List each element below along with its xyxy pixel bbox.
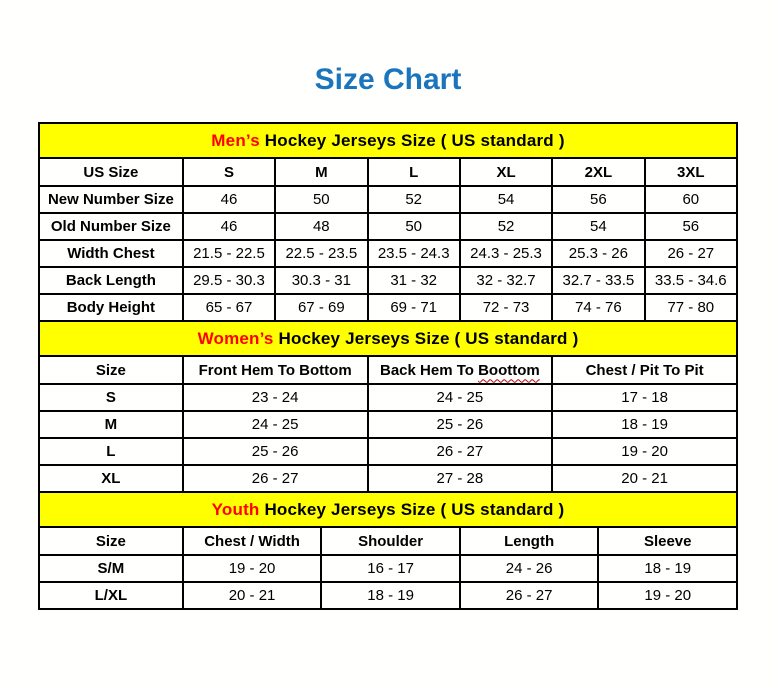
column-header-chest-pit: Chest / Pit To Pit [552, 356, 737, 384]
row-label: L [39, 438, 183, 465]
value-cell: 17 - 18 [552, 384, 737, 411]
value-cell: 18 - 19 [321, 582, 460, 609]
column-header-l: L [368, 158, 460, 186]
size-tables-container [38, 122, 738, 610]
value-cell: 26 - 27 [645, 240, 737, 267]
value-cell: 18 - 19 [552, 411, 737, 438]
value-cell: 26 - 27 [183, 465, 368, 492]
value-cell: 54 [552, 213, 644, 240]
table-row-youth-sm [39, 555, 737, 582]
value-cell: 67 - 69 [275, 294, 367, 321]
mens-header-row [39, 158, 737, 186]
column-header-m: M [275, 158, 367, 186]
youth-banner-row [39, 492, 737, 527]
column-header-back-hem-text: Back Hem To [380, 361, 479, 379]
table-row-body-height [39, 294, 737, 321]
mens-banner-highlight: Men’s [211, 130, 260, 150]
column-header-front-hem: Front Hem To Bottom [183, 356, 368, 384]
column-header-length: Length [460, 527, 599, 555]
table-row-new-number-size [39, 186, 737, 213]
table-row-women-m [39, 411, 737, 438]
youth-size-table [38, 491, 738, 610]
row-label: S [39, 384, 183, 411]
value-cell: 24 - 26 [460, 555, 599, 582]
value-cell: 77 - 80 [645, 294, 737, 321]
row-label: Body Height [39, 294, 183, 321]
womens-banner-highlight: Women’s [197, 328, 274, 348]
value-cell: 60 [645, 186, 737, 213]
row-label: S/M [39, 555, 183, 582]
value-cell: 27 - 28 [368, 465, 553, 492]
column-header-us-size: US Size [39, 158, 183, 186]
row-label: Width Chest [39, 240, 183, 267]
womens-section-banner [39, 321, 737, 356]
value-cell: 33.5 - 34.6 [645, 267, 737, 294]
row-label: M [39, 411, 183, 438]
value-cell: 72 - 73 [460, 294, 552, 321]
value-cell: 48 [275, 213, 367, 240]
womens-banner-row [39, 321, 737, 356]
column-header-shoulder: Shoulder [321, 527, 460, 555]
womens-size-table [38, 320, 738, 493]
value-cell: 19 - 20 [598, 582, 737, 609]
table-row-width-chest [39, 240, 737, 267]
value-cell: 52 [460, 213, 552, 240]
value-cell: 19 - 20 [552, 438, 737, 465]
value-cell: 46 [183, 186, 275, 213]
value-cell: 50 [275, 186, 367, 213]
youth-banner-highlight: Youth [211, 499, 260, 519]
value-cell: 56 [645, 213, 737, 240]
row-label: Back Length [39, 267, 183, 294]
table-row-old-number-size [39, 213, 737, 240]
table-row-women-xl [39, 465, 737, 492]
column-header-sleeve: Sleeve [598, 527, 737, 555]
value-cell: 20 - 21 [183, 582, 322, 609]
value-cell: 24 - 25 [183, 411, 368, 438]
value-cell: 23 - 24 [183, 384, 368, 411]
value-cell: 25.3 - 26 [552, 240, 644, 267]
mens-size-table [38, 122, 738, 322]
row-label: XL [39, 465, 183, 492]
column-header-back-hem [368, 356, 553, 384]
value-cell: 50 [368, 213, 460, 240]
column-header-3xl: 3XL [645, 158, 737, 186]
column-header-s: S [183, 158, 275, 186]
womens-banner-text: Hockey Jerseys Size ( US standard ) [273, 328, 579, 348]
value-cell: 31 - 32 [368, 267, 460, 294]
value-cell: 74 - 76 [552, 294, 644, 321]
womens-header-row [39, 356, 737, 384]
youth-header-row [39, 527, 737, 555]
mens-banner-text: Hockey Jerseys Size ( US standard ) [259, 130, 565, 150]
table-row-women-l [39, 438, 737, 465]
column-header-chest-width: Chest / Width [183, 527, 322, 555]
value-cell: 22.5 - 23.5 [275, 240, 367, 267]
value-cell: 32 - 32.7 [460, 267, 552, 294]
value-cell: 20 - 21 [552, 465, 737, 492]
column-header-size: Size [39, 527, 183, 555]
value-cell: 65 - 67 [183, 294, 275, 321]
row-label: L/XL [39, 582, 183, 609]
value-cell: 52 [368, 186, 460, 213]
youth-section-banner [39, 492, 737, 527]
value-cell: 46 [183, 213, 275, 240]
column-header-xl: XL [460, 158, 552, 186]
value-cell: 26 - 27 [368, 438, 553, 465]
value-cell: 29.5 - 30.3 [183, 267, 275, 294]
value-cell: 25 - 26 [183, 438, 368, 465]
value-cell: 16 - 17 [321, 555, 460, 582]
value-cell: 54 [460, 186, 552, 213]
value-cell: 32.7 - 33.5 [552, 267, 644, 294]
table-row-youth-lxl [39, 582, 737, 609]
value-cell: 30.3 - 31 [275, 267, 367, 294]
column-header-2xl: 2XL [552, 158, 644, 186]
page-title: Size Chart [314, 63, 462, 96]
value-cell: 25 - 26 [368, 411, 553, 438]
table-row-back-length [39, 267, 737, 294]
row-label: New Number Size [39, 186, 183, 213]
value-cell: 24.3 - 25.3 [460, 240, 552, 267]
value-cell: 56 [552, 186, 644, 213]
value-cell: 69 - 71 [368, 294, 460, 321]
value-cell: 19 - 20 [183, 555, 322, 582]
value-cell: 23.5 - 24.3 [368, 240, 460, 267]
youth-banner-text: Hockey Jerseys Size ( US standard ) [259, 499, 565, 519]
column-header-size: Size [39, 356, 183, 384]
value-cell: 24 - 25 [368, 384, 553, 411]
misspelled-word: Boottom [478, 361, 540, 379]
value-cell: 26 - 27 [460, 582, 599, 609]
value-cell: 18 - 19 [598, 555, 737, 582]
value-cell: 21.5 - 22.5 [183, 240, 275, 267]
mens-section-banner [39, 123, 737, 158]
mens-banner-row [39, 123, 737, 158]
table-row-women-s [39, 384, 737, 411]
row-label: Old Number Size [39, 213, 183, 240]
